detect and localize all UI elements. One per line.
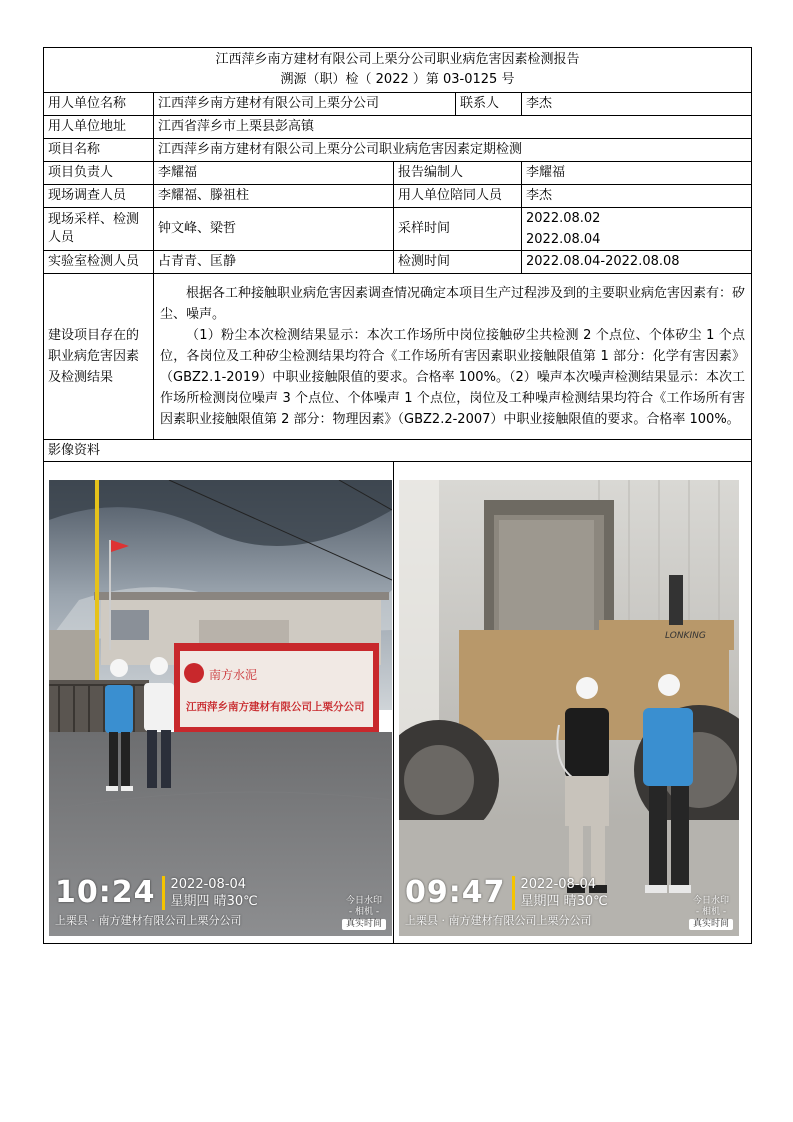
compiler-value: 李耀福 [522, 162, 752, 185]
hazards-description [154, 274, 752, 440]
photo-2-location: 上栗县 · 南方建材有限公司上栗分公司 [405, 914, 592, 927]
loader-photo [399, 480, 739, 936]
sampling-date-1: 2022.08.02 [526, 211, 601, 226]
project-value: 江西萍乡南方建材有限公司上栗分公司职业病危害因素定期检测 [154, 139, 752, 162]
site-entrance-image [49, 480, 392, 936]
photo-1-watermark [55, 876, 258, 930]
lab-value: 占青青、匡静 [154, 251, 394, 274]
leader-label: 项目负责人 [44, 162, 154, 185]
address-label: 用人单位地址 [44, 116, 154, 139]
escort-value: 李杰 [522, 185, 752, 208]
survey-value: 李耀福、滕祖柱 [154, 185, 394, 208]
site-entrance-photo [49, 480, 392, 936]
photo-1-weather: 星期四 晴30℃ [170, 894, 258, 909]
photo-1-datetime [171, 876, 258, 910]
stamp-1-line2: - 相机 - [348, 907, 380, 917]
machine-brand: LONKING [665, 631, 706, 641]
lab-label: 实验室检测人员 [44, 251, 154, 274]
sampling-time-label: 采样时间 [394, 208, 522, 251]
photo-cell-1 [44, 462, 394, 944]
sign-company-name: 江西萍乡南方建材有限公司上栗分公司 [186, 701, 365, 713]
stamp-2-line3: 真实时间 [689, 919, 733, 930]
stamp-2-line2: - 相机 - [695, 907, 727, 917]
sampling-staff-value: 钟文峰、梁哲 [154, 208, 394, 251]
report-table [43, 47, 752, 944]
address-value: 江西省萍乡市上栗县彭高镇 [154, 116, 752, 139]
photo-2-divider [512, 876, 515, 910]
employer-label: 用人单位名称 [44, 93, 154, 116]
test-time-label: 检测时间 [394, 251, 522, 274]
escort-label: 用人单位陪同人员 [394, 185, 522, 208]
photo-1-location: 上栗县 · 南方建材有限公司上栗分公司 [55, 914, 242, 927]
contact-label: 联系人 [456, 93, 522, 116]
photo-2-time: 09:47 [405, 875, 506, 910]
project-label: 项目名称 [44, 139, 154, 162]
photo-1-divider [162, 876, 165, 910]
sampling-time-value [522, 208, 752, 251]
compiler-label: 报告编制人 [394, 162, 522, 185]
stamp-1-line1: 今日水印 [345, 896, 382, 906]
images-label: 影像资料 [44, 440, 752, 462]
hazards-label: 建设项目存在的职业病危害因素及检测结果 [44, 274, 154, 440]
photo-cell-2 [394, 462, 752, 944]
report-header [44, 48, 752, 93]
photo-1-date: 2022-08-04 [170, 877, 247, 892]
photo-2-date: 2022-08-04 [520, 877, 597, 892]
sampling-date-2: 2022.08.04 [526, 232, 601, 247]
photo-1-time: 10:24 [55, 875, 156, 910]
stamp-1-line3: 真实时间 [342, 919, 386, 930]
sign-brand: 南方水泥 [209, 668, 258, 682]
sampling-staff-label: 现场采样、检测人员 [44, 208, 154, 251]
leader-value: 李耀福 [154, 162, 394, 185]
report-number: 溯源（职）检（ 2022 ）第 03-0125 号 [280, 72, 515, 87]
stamp-2-line1: 今日水印 [692, 896, 729, 906]
test-time-value: 2022.08.04-2022.08.08 [522, 251, 752, 274]
hazards-paragraph-1: 根据各工种接触职业病危害因素调查情况确定本项目生产过程涉及到的主要职业病危害因素有：矽尘、噪声。 [160, 286, 746, 322]
photo-2-watermark [405, 876, 608, 930]
survey-label: 现场调查人员 [44, 185, 154, 208]
photo-2-stamp [689, 896, 733, 930]
report-sheet [43, 47, 751, 944]
photo-2-datetime [521, 876, 608, 910]
contact-value: 李杰 [522, 93, 752, 116]
loader-image [399, 480, 739, 936]
photo-1-stamp [342, 896, 386, 930]
report-title: 江西萍乡南方建材有限公司上栗分公司职业病危害因素检测报告 [215, 52, 580, 67]
employer-value: 江西萍乡南方建材有限公司上栗分公司 [154, 93, 456, 116]
photo-2-weather: 星期四 晴30℃ [520, 894, 608, 909]
hazards-paragraph-2: （1）粉尘本次检测结果显示：本次工作场所中岗位接触矽尘共检测 2 个点位、个体矽尘 1 个点位，各岗位及工种矽尘检测结果均符合《工作场所有害因素职业接触限值第 1 部分：化学有害因素》（GBZ2.1-2019）中职业接触限值的要求。合格率 100%。（2）噪声本次噪声检测结果显示：本次工作场所检测岗位噪声 3 个点位、个体噪声 1 个点位，岗位及工种噪声检测结果均符合《工作场所有害因素职业接触限值第 2 部分：物理因素》（GBZ2.2-2007）中职业接触限值的要求。合格率 100%。 [160, 328, 746, 427]
